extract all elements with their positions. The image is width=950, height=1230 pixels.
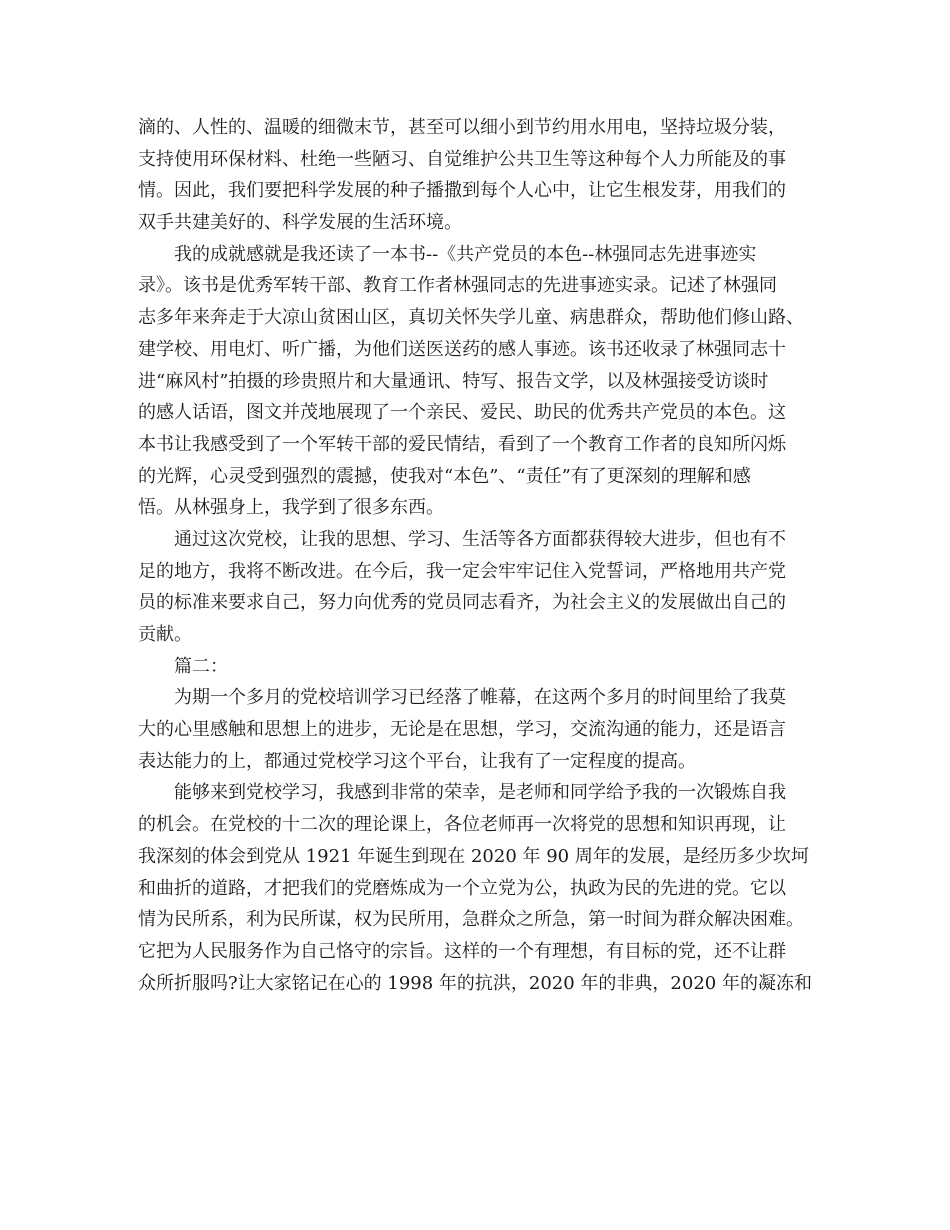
text-line: 和曲折的道路，才把我们的党磨炼成为一个立党为公，执政为民的先进的党。它以	[138, 877, 786, 899]
text-line: 我深刻的体会到党从 1921 年诞生到现在 2020 年 90 周年的发展，是经历多少坎坷	[138, 845, 809, 867]
text-line: 支持使用环保材料、杜绝一些陋习、自觉维护公共卫生等这种每个人力所能及的事	[138, 148, 786, 170]
text-line: 悟。从林强身上，我学到了很多东西。	[138, 497, 444, 519]
text-line: 志多年来奔走于大凉山贫困山区，真切关怀失学儿童、病患群众，帮助他们修山路、	[138, 307, 804, 329]
text-line: 双手共建美好的、科学发展的生活环境。	[138, 212, 462, 234]
text-line: 进“麻风村”拍摄的珍贵照片和大量通讯、特写、报告文学，以及林强接受访谈时	[138, 370, 769, 392]
text-line: 它把为人民服务作为自己恪守的宗旨。这样的一个有理想，有目标的党，还不让群	[138, 940, 786, 962]
text-line: 本书让我感受到了一个军转干部的爱民情结，看到了一个教育工作者的良知所闪烁	[138, 433, 786, 455]
text-line: 能够来到党校学习，我感到非常的荣幸，是老师和同学给予我的一次锻炼自我	[174, 782, 786, 804]
text-line: 我的成就感就是我还读了一本书--《共产党员的本色--林强同志先进事迹实	[174, 243, 757, 265]
text-line: 为期一个多月的党校培训学习已经落了帷幕，在这两个多月的时间里给了我莫	[174, 687, 786, 709]
text-line: 贡献。	[138, 624, 192, 645]
text-line: 的感人话语，图文并茂地展现了一个亲民、爱民、助民的优秀共产党员的本色。这	[138, 402, 786, 424]
text-line: 滴的、人性的、温暖的细微末节，甚至可以细小到节约用水用电，坚持垃圾分装，	[138, 117, 786, 138]
text-line: 大的心里感触和思想上的进步，无论是在思想，学习，交流沟通的能力，还是语言	[138, 719, 786, 741]
text-line: 通过这次党校，让我的思想、学习、生活等各方面都获得较大进步，但也有不	[174, 528, 786, 550]
text-line: 表达能力的上，都通过党校学习这个平台，让我有了一定程度的提高。	[138, 750, 696, 772]
text-line: 情为民所系，利为民所谋，权为民所用，急群众之所急，第一时间为群众解决困难。	[138, 909, 804, 931]
document-body	[138, 112, 824, 999]
text-line: 情。因此，我们要把科学发展的种子播撒到每个人心中，让它生根发芽，用我们的	[138, 180, 786, 202]
text-line: 的机会。在党校的十二次的理论课上，各位老师再一次将党的思想和知识再现，让	[138, 814, 786, 836]
text-line: 篇二：	[174, 655, 228, 677]
text-line: 的光辉，心灵受到强烈的震撼，使我对“本色”、“责任”有了更深刻的理解和感	[138, 465, 751, 487]
text-line: 录》。该书是优秀军转干部、教育工作者林强同志的先进事迹实录。记述了林强同	[138, 275, 777, 297]
text-line: 众所折服吗?让大家铭记在心的 1998 年的抗洪，2020 年的非典，2020 年的凝冻和	[138, 972, 812, 994]
text-line: 足的地方，我将不断改进。在今后，我一定会牢牢记住入党誓词，严格地用共产党	[138, 560, 786, 582]
text-line: 建学校、用电灯、听广播，为他们送医送药的感人事迹。该书还收录了林强同志十	[138, 338, 786, 360]
text-line: 员的标准来要求自己，努力向优秀的党员同志看齐，为社会主义的发展做出自己的	[138, 592, 786, 614]
